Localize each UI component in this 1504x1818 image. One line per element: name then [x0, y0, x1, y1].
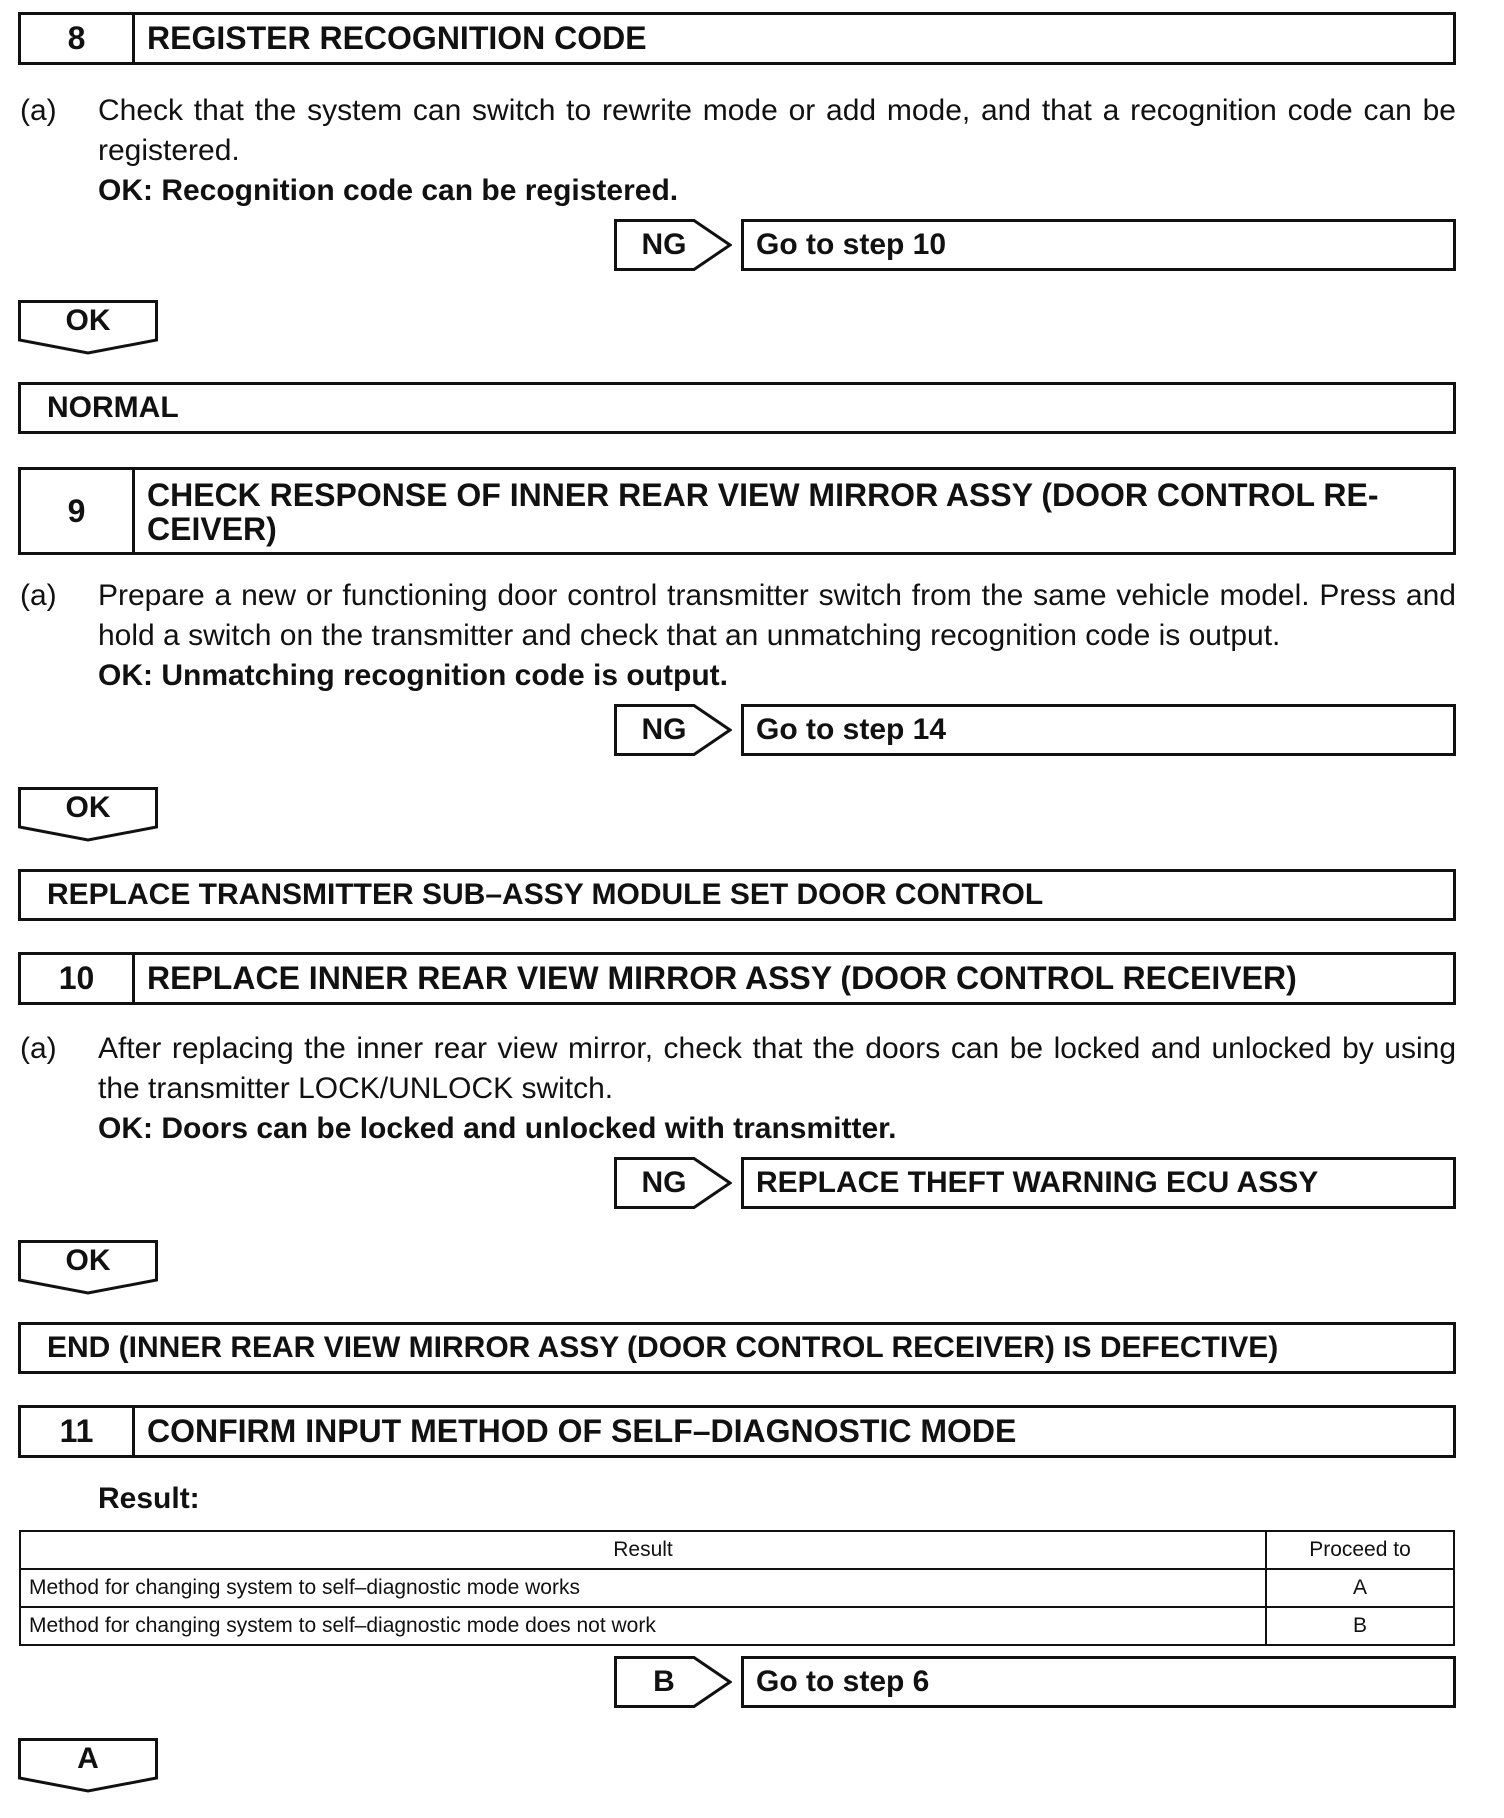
ng-arrow-tag	[614, 1157, 732, 1209]
step-title: REPLACE INNER REAR VIEW MIRROR ASSY (DOOR CONTROL RECEIVER)	[147, 960, 1297, 996]
step-10-instruction	[20, 1029, 1456, 1149]
ng-target-box: Go to step 14	[741, 704, 1456, 756]
table-header-proceed: Proceed to	[1266, 1531, 1454, 1569]
instruction-text: After replacing the inner rear view mirror, check that the doors can be locked and unlocked by using the transmitter LOCK/UNLOCK switch.	[98, 1032, 1456, 1105]
table-header-result: Result	[20, 1531, 1266, 1569]
b-target-box: Go to step 6	[741, 1656, 1456, 1708]
step-9-instruction	[20, 576, 1456, 696]
step-10-result-box: END (INNER REAR VIEW MIRROR ASSY (DOOR CONTROL RECEIVER) IS DEFECTIVE)	[18, 1322, 1456, 1374]
step-8-header	[18, 12, 1456, 65]
ok-flow-tag	[18, 1240, 158, 1296]
step-number: 10	[21, 955, 135, 1002]
item-label: (a)	[20, 1032, 57, 1065]
step-9-result-box: REPLACE TRANSMITTER SUB–ASSY MODULE SET DOOR CONTROL	[18, 869, 1456, 921]
b-arrow-tag	[614, 1656, 732, 1708]
item-label: (a)	[20, 94, 57, 127]
table-cell-result: Method for changing system to self–diagnostic mode does not work	[20, 1607, 1266, 1645]
table-cell-result: Method for changing system to self–diagnostic mode works	[20, 1569, 1266, 1607]
step-number: 9	[21, 470, 135, 552]
a-flow-tag	[18, 1738, 158, 1794]
step-number: 8	[21, 15, 135, 62]
ng-label: NG	[641, 228, 687, 261]
ng-label: NG	[641, 1166, 687, 1199]
step-title	[135, 470, 1453, 552]
b-label: B	[653, 1665, 675, 1698]
ok-criteria: OK: Unmatching recognition code is output.	[98, 659, 728, 692]
ok-label: OK	[65, 1244, 111, 1277]
ok-label: OK	[65, 791, 111, 824]
instruction-text: Prepare a new or functioning door control transmitter switch from the same vehicle model. Press and hold a switch on the transmitter and check that an unmatching recognition code is output.	[98, 579, 1456, 652]
step-title: CONFIRM INPUT METHOD OF SELF–DIAGNOSTIC MODE	[147, 1413, 1017, 1449]
step-8-result-box: NORMAL	[18, 382, 1456, 434]
ng-arrow-tag	[614, 704, 732, 756]
ng-target-box: Go to step 10	[741, 219, 1456, 271]
result-table	[19, 1530, 1455, 1646]
ng-target-box: REPLACE THEFT WARNING ECU ASSY	[741, 1157, 1456, 1209]
result-heading: Result:	[98, 1482, 200, 1515]
ok-criteria: OK: Doors can be locked and unlocked with transmitter.	[98, 1112, 897, 1145]
table-header-row	[20, 1531, 1454, 1569]
ok-flow-tag	[18, 300, 158, 356]
item-label: (a)	[20, 579, 57, 612]
ok-label: OK	[65, 304, 111, 337]
ng-arrow-tag	[614, 219, 732, 271]
ok-flow-tag	[18, 787, 158, 843]
step-10-header	[18, 952, 1456, 1005]
step-11-header	[18, 1405, 1456, 1458]
a-label: A	[77, 1742, 99, 1775]
instruction-text: Check that the system can switch to rewrite mode or add mode, and that a recognition code can be registered.	[98, 94, 1456, 167]
step-9-header	[18, 467, 1456, 555]
table-cell-proceed: A	[1266, 1569, 1454, 1607]
step-title-line-1: CHECK RESPONSE OF INNER REAR VIEW MIRROR ASSY (DOOR CONTROL RE-	[147, 477, 1379, 513]
ok-criteria: OK: Recognition code can be registered.	[98, 174, 679, 207]
table-row	[20, 1569, 1454, 1607]
step-8-instruction	[20, 91, 1456, 211]
table-cell-proceed: B	[1266, 1607, 1454, 1645]
step-title: REGISTER RECOGNITION CODE	[147, 20, 647, 56]
step-number: 11	[21, 1408, 135, 1455]
ng-label: NG	[641, 713, 687, 746]
step-title-line-2: CEIVER)	[147, 511, 277, 547]
table-row	[20, 1607, 1454, 1645]
